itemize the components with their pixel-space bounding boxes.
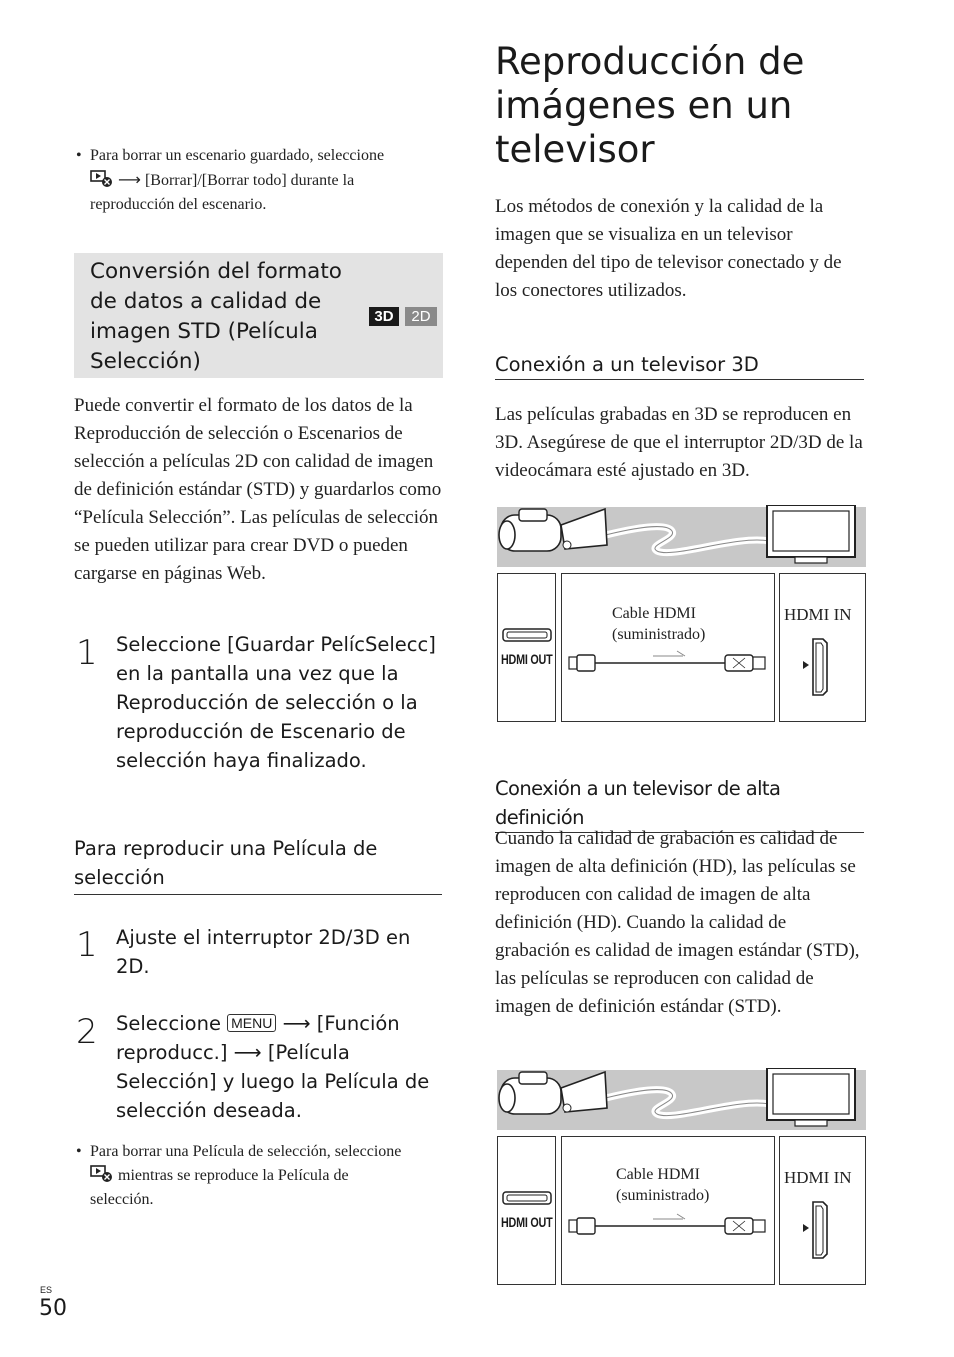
cable-label: Cable HDMI (suministrado): [616, 1166, 710, 1204]
subheading-play-selection: Para reproducir una Película de selección: [74, 834, 442, 895]
step-number: 1: [76, 925, 98, 965]
paragraph-3d-tv: Las películas grabadas en 3D se reproducen en 3D. Asegúrese de que el interruptor 2D/3D de la videocámara esté ajustado en 3D.: [495, 404, 863, 481]
tv-intro-paragraph: Los métodos de conexión y la calidad de la imagen que se visualiza en un televisor dependen del tipo de televisor conectado y de los conectores utilizados.: [495, 196, 842, 301]
step-text: Seleccione MENU ⟶ [Función reproducc.] ⟶ [Película Selección] y luego la Película de selección deseada.: [116, 1012, 430, 1122]
intro-paragraph: Puede convertir el formato de los datos de la Reproducción de selección o Escenarios de selección a películas 2D con calidad de imagen de definición estándar (STD) y guardarlos como “Película Selección”. Las películas de selección se pueden utilizar para crear DVD o pueden cargarse en páginas Web.: [74, 395, 442, 584]
hdmi-in-label: HDMI IN: [784, 605, 852, 624]
badge-2d: 2D: [405, 307, 437, 326]
page-number: 50: [39, 1296, 67, 1321]
paragraph-hd-tv: Cuando la calidad de grabación es calidad de imagen de alta definición (HD), las películas se reproducen con calidad de imagen de alta definición (HD). Cuando la calidad de grabación es calidad de imagen estándar (STD), las películas se reproducen con calidad de imagen de definición estándar (STD).: [495, 828, 860, 1017]
arrow-icon: ⟶: [118, 170, 141, 189]
cable-label: Cable HDMI (suministrado): [612, 605, 706, 643]
connection-diagram-hd: [497, 1068, 866, 1286]
hdmi-out-label: HDMI OUT: [501, 1215, 553, 1230]
page-title: Reproducción de imágenes en un televisor: [495, 40, 805, 171]
section-header-box: [74, 253, 443, 378]
step-number: 1: [76, 633, 98, 673]
television-icon: [767, 505, 855, 563]
playback-edit-icon: [90, 170, 114, 188]
note-delete-selection-movie: • Para borrar una Película de selección, seleccione mientras se reproduce la Película de selección.: [76, 1143, 402, 1208]
menu-button-icon: MENU: [227, 1014, 276, 1032]
section-title: Conversión del formato de datos a calidad de imagen STD (Película Selección): [90, 259, 342, 374]
heading-3d-tv: Conexión a un televisor 3D: [495, 350, 864, 380]
hdmi-port-icon: [503, 1192, 551, 1204]
hdmi-in-label: HDMI IN: [784, 1168, 852, 1187]
badge-3d: 3D: [369, 307, 399, 326]
hdmi-port-icon: [503, 629, 551, 641]
hdmi-out-label: HDMI OUT: [501, 652, 553, 667]
arrow-icon: ⟶: [282, 1012, 311, 1035]
step-text: Ajuste el interruptor 2D/3D en 2D.: [116, 926, 411, 978]
footer-language: ES: [40, 1285, 53, 1295]
heading-hd-tv: Conexión a un televisor de alta definición: [495, 774, 864, 833]
step-number: 2: [76, 1012, 98, 1052]
note-delete-scenario: • Para borrar un escenario guardado, seleccione ⟶ [Borrar]/[Borrar todo] durante la reproducción del escenario.: [76, 147, 385, 213]
connection-diagram-3d: [497, 505, 866, 722]
playback-edit-icon: [90, 1165, 114, 1183]
television-icon: [767, 1068, 855, 1126]
step-text: Seleccione [Guardar PelícSelecc] en la pantalla una vez que la Reproducción de selección o la reproducción de Escenario de selección haya finalizado.: [116, 633, 436, 772]
arrow-icon: ⟶: [233, 1041, 262, 1064]
